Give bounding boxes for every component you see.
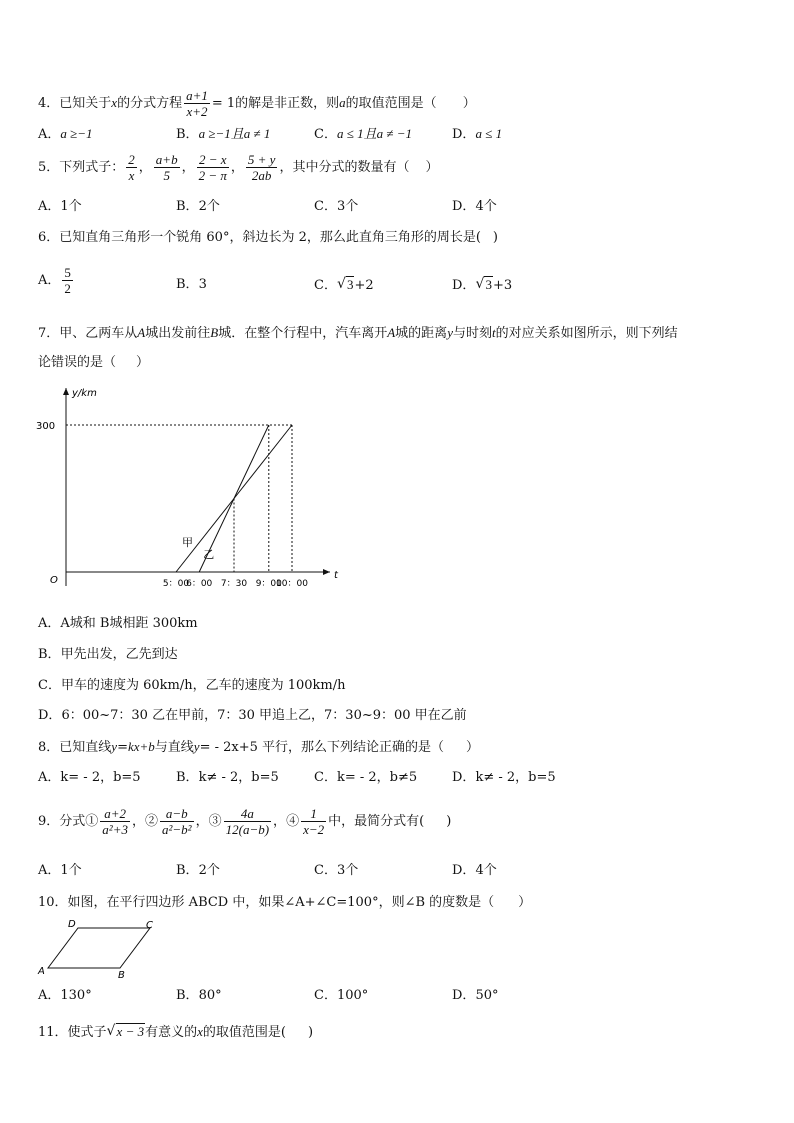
q8-option-d[interactable]: [452, 770, 556, 786]
y-axis-label: y/km: [72, 388, 97, 399]
frac-den: 2 − π: [198, 168, 227, 183]
q11-text-mid: 有意义的: [145, 1025, 198, 1040]
q5-option-a[interactable]: [38, 199, 82, 215]
option-value: 2个: [198, 863, 220, 878]
option-label: D．: [452, 770, 476, 785]
q6-option-d[interactable]: [452, 277, 512, 294]
q11-text-post: 的取值范围是(: [202, 1025, 286, 1040]
q7-option-b[interactable]: [38, 647, 178, 663]
q7-text: 的对应关系如图所示，则下列结: [495, 326, 678, 341]
x-tick-2: 7：30: [220, 579, 248, 589]
vertex-a: A: [38, 966, 45, 977]
q8-text: =: [117, 740, 128, 755]
option-suffix: +3: [492, 278, 513, 293]
q9-text-post: 中，最简分式有(: [328, 814, 425, 829]
q8-var-y: y: [193, 739, 200, 754]
q4-text-post1: 的解是非正数，则: [235, 96, 340, 111]
q7-stem-line1: [38, 325, 678, 342]
q7-stem-line2: [38, 355, 149, 371]
y-tick-300: 300: [36, 421, 56, 432]
q4-var-x: x: [111, 95, 118, 110]
frac-num: 2 − x: [197, 152, 229, 168]
q7-text: 城的距离: [395, 326, 448, 341]
parallelogram-abcd: [48, 928, 150, 968]
q4-fraction: [184, 88, 210, 119]
frac-den: 2: [64, 281, 71, 296]
q8-text: = - 2x+5 平行，那么下列结论正确的是（: [199, 740, 445, 755]
q4-eq-rhs: = 1: [211, 96, 236, 111]
frac-den: 2ab: [251, 168, 272, 183]
option-value: 130°: [60, 988, 92, 1003]
frac-num: 5: [64, 265, 71, 280]
frac-den: 5: [163, 168, 170, 183]
q4-text-mid: 的分式方程: [117, 96, 183, 111]
q8-expr: kx+b: [127, 739, 155, 754]
option-value: 4个: [475, 863, 497, 878]
q5-option-c[interactable]: [314, 199, 358, 215]
q4-stem: [38, 88, 476, 119]
q5-text-pre: 5．下列式子：: [38, 160, 125, 175]
option-label: C．: [314, 278, 337, 293]
option-value: 3个: [336, 863, 359, 878]
option-suffix: +2: [354, 278, 374, 293]
q7-text: 与时刻: [452, 326, 492, 341]
origin-label: O: [50, 575, 58, 586]
q4-option-b[interactable]: [176, 126, 270, 143]
frac-num: 1: [301, 806, 326, 822]
q4-text-post2: 的取值范围是（: [345, 96, 437, 111]
option-value: 80°: [198, 988, 222, 1003]
q5-frac-1: [126, 152, 137, 183]
option-label: B．: [176, 127, 199, 142]
x-axis-arrow-icon: [323, 569, 330, 575]
option-label: D．: [452, 199, 476, 214]
q10-stem: [38, 895, 531, 911]
q6-close-paren: ): [492, 230, 498, 245]
option-label: A．: [38, 127, 61, 142]
q7-text: 论错误的是（: [38, 355, 117, 370]
option-value: k= - 2，b=5: [60, 770, 141, 785]
q7-var-y: y: [447, 325, 453, 340]
option-value: 100°: [336, 988, 369, 1003]
q7-var-t: t: [491, 325, 496, 340]
q9-frac-3: [224, 806, 271, 837]
option-value: 4个: [475, 199, 497, 214]
x-tick-1: 6：00: [186, 579, 213, 589]
option-label: B．: [176, 988, 199, 1003]
q8-option-b[interactable]: [176, 770, 279, 786]
q9-frac-2: [160, 806, 194, 837]
circled-number: ④: [286, 814, 300, 829]
q10-text: 10．如图，在平行四边形 ABCD 中，如果∠A+∠C=100°，则∠B 的度数是（: [38, 895, 495, 910]
q10-option-b[interactable]: [176, 988, 222, 1004]
q5-frac-2: [154, 152, 180, 183]
circled-number: ③: [208, 814, 222, 829]
option-value: 1个: [60, 199, 82, 214]
option-label: B．: [176, 863, 199, 878]
q9-option-a[interactable]: [38, 863, 82, 879]
q6-option-b[interactable]: [176, 277, 207, 293]
q8-option-a[interactable]: [38, 770, 141, 786]
option-value: a ≤ 1且a ≠ −1: [336, 126, 412, 141]
vertex-d: D: [68, 919, 76, 930]
x-tick-0: 5：00: [162, 579, 190, 589]
sqrt-icon: [107, 1024, 146, 1041]
q11-text-pre: 11．使式子: [38, 1025, 107, 1040]
x-axis-label: t: [334, 570, 338, 581]
q8-text: 与直线: [154, 740, 194, 755]
option-value: 3: [198, 277, 207, 292]
frac-num: a+2: [100, 806, 130, 822]
q8-option-c[interactable]: [314, 770, 417, 786]
option-label: C．: [314, 127, 337, 142]
q5-option-d[interactable]: [452, 199, 497, 215]
q7-city-a: A: [137, 325, 146, 340]
option-label: D．: [452, 863, 476, 878]
frac-den: 12(a−b): [225, 822, 270, 837]
vertex-b: B: [118, 970, 125, 981]
q5-frac-4: [246, 152, 278, 183]
frac-num: 5 + y: [247, 152, 276, 167]
q7-city-a: A: [387, 325, 396, 340]
q10-option-a[interactable]: [38, 988, 92, 1004]
circled-number: ②: [144, 814, 158, 829]
q4-var-a: a: [339, 95, 346, 110]
frac-num: a+b: [155, 152, 178, 167]
q6-stem: [38, 230, 498, 246]
q9-close-paren: ): [446, 814, 452, 829]
series-label-jia: 甲: [182, 536, 193, 549]
q10-option-c[interactable]: [314, 988, 368, 1004]
q7-close-paren: ）: [136, 355, 150, 370]
q7-option-a[interactable]: [38, 616, 198, 632]
q9-option-c[interactable]: [314, 863, 358, 879]
q4-option-a[interactable]: [38, 126, 93, 143]
option-label: C．: [314, 199, 337, 214]
option-value: 1个: [60, 863, 82, 878]
radicand: x − 3: [116, 1024, 145, 1039]
option-label: A．: [38, 199, 61, 214]
q5-close-paren: ）: [425, 160, 439, 175]
circled-number: ①: [85, 814, 99, 829]
frac-den: x: [128, 168, 135, 183]
q9-frac-4: [301, 806, 326, 837]
q9-stem: 9．分式① $\frac{a+2}{\text{a²+3}}$ ，② $\frac{a-b}{\text{a²−b²}}$ ，③ $\frac{4a}{12(a-b)}$ ，④ $\frac{1}{x-2}$ 中，最简分式有( ): [38, 806, 452, 837]
q7-option-c[interactable]: [38, 678, 346, 694]
q7-city-b: B: [210, 325, 219, 340]
q5-stem: 5．下列式子： $\frac{2}{x}$ ， $\frac{a+b}{5}$ ， $\frac{2 - x}{2 - \pi}$ ， $\frac{5 + y}{2ab}$ ，其中分式的数量有（ ）: [38, 152, 439, 183]
option-label: B．: [176, 277, 199, 292]
option-value: 3个: [336, 199, 359, 214]
radicand: 3: [485, 277, 492, 292]
option-value: 甲先出发，乙先到达: [60, 647, 178, 662]
q8-stem: [38, 739, 479, 756]
x-tick-4: 10：00: [276, 579, 308, 589]
q4-option-c[interactable]: [314, 126, 412, 143]
option-label: C．: [38, 678, 61, 693]
frac-den: a²+3: [102, 822, 128, 837]
radicand: 3: [346, 277, 354, 292]
q10-parallelogram-figure: [34, 918, 164, 981]
q8-close-paren: ）: [466, 740, 480, 755]
option-value: 6：00~7：30 乙在甲前，7：30 甲追上乙，7：30~9：00 甲在乙前: [61, 708, 467, 723]
sqrt-icon: [337, 277, 355, 294]
option-value: 50°: [475, 988, 499, 1003]
q9-text-pre: 9．分式: [38, 814, 86, 829]
q6-option-c[interactable]: [314, 277, 374, 294]
frac-num: 4a: [224, 806, 271, 822]
option-label: C．: [314, 988, 337, 1003]
q6-option-a[interactable]: [38, 265, 75, 296]
option-value: a ≥−1且a ≠ 1: [198, 126, 271, 141]
q7-text: 7．甲、乙两车从: [38, 326, 138, 341]
q4-frac-den: x+2: [186, 104, 208, 119]
series-label-yi: 乙: [203, 548, 215, 561]
option-label: D．: [452, 127, 476, 142]
option-label: B．: [176, 770, 199, 785]
option-label: B．: [38, 647, 61, 662]
option-label: A．: [38, 273, 61, 288]
q5-text-post: ，其中分式的数量有（: [279, 160, 410, 175]
q10-close-paren: ）: [518, 895, 532, 910]
q8-text: 8．已知直线: [38, 740, 112, 755]
q11-var-x: x: [197, 1024, 203, 1039]
q6-a-fraction: [62, 265, 73, 296]
option-value: 2个: [198, 199, 220, 214]
q11-stem: [38, 1024, 313, 1041]
q6-text: 6．已知直角三角形一个锐角 60°，斜边长为 2，那么此直角三角形的周长是(: [38, 230, 481, 245]
q9-option-b[interactable]: [176, 863, 220, 879]
q7-text: 城．在整个行程中，汽车离开: [218, 326, 388, 341]
q4-option-d[interactable]: [452, 126, 502, 143]
option-label: C．: [314, 863, 337, 878]
q4-text-pre: 4．已知关于: [38, 96, 112, 111]
option-value: k≠ - 2，b=5: [198, 770, 279, 785]
frac-den: x−2: [303, 822, 325, 837]
option-label: C．: [314, 770, 337, 785]
q8-var-y: y: [111, 739, 118, 754]
option-value: A城和 B城相距 300km: [60, 616, 198, 631]
option-label: A．: [38, 770, 61, 785]
q9-option-d[interactable]: [452, 863, 497, 879]
q4-frac-num: a+1: [186, 88, 208, 103]
option-value: k≠ - 2，b=5: [475, 770, 556, 785]
option-label: A．: [38, 616, 61, 631]
q7-option-d[interactable]: [38, 708, 467, 724]
q9-frac-1: [100, 806, 130, 837]
x-tick-3: 9：00: [255, 579, 282, 589]
q7-distance-time-chart: [30, 380, 350, 600]
q5-frac-3: [197, 152, 229, 183]
sqrt-icon: [475, 277, 493, 294]
option-label: D．: [452, 988, 476, 1003]
q11-close-paren: ): [307, 1025, 314, 1040]
q5-option-b[interactable]: [176, 199, 220, 215]
frac-num: a−b: [160, 806, 194, 822]
q4-close-paren: ）: [462, 96, 476, 111]
option-label: A．: [38, 988, 61, 1003]
frac-num: 2: [128, 152, 135, 167]
option-label: D．: [452, 278, 476, 293]
option-value: a ≤ 1: [475, 126, 503, 141]
q7-text: 城出发前往: [145, 326, 211, 341]
y-axis-arrow-icon: [63, 388, 69, 395]
q10-option-d[interactable]: [452, 988, 498, 1004]
option-value: k= - 2，b≠5: [336, 770, 418, 785]
frac-den: a²−b²: [162, 822, 192, 837]
option-label: B．: [176, 199, 199, 214]
option-label: D．: [38, 708, 62, 723]
option-value: a ≥−1: [60, 126, 93, 141]
vertex-c: C: [146, 920, 153, 931]
option-label: A．: [38, 863, 61, 878]
option-value: 甲车的速度为 60km/h，乙车的速度为 100km/h: [60, 678, 346, 693]
